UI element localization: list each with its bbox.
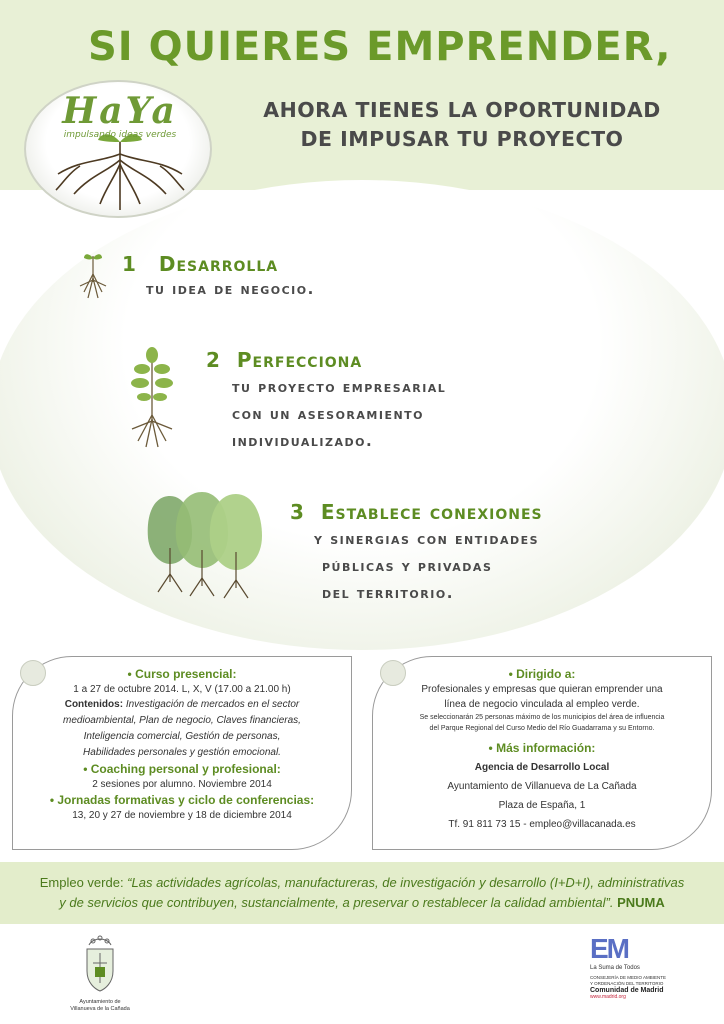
- sapling-icon: [128, 345, 176, 449]
- jornadas-heading: • Jornadas formativas y ciclo de conferencias:: [49, 793, 315, 807]
- step-1-title: [122, 252, 315, 276]
- target-heading: • Dirigido a:: [508, 667, 576, 681]
- step-3-heading: Establece conexiones: [320, 500, 543, 524]
- step-3: [290, 500, 543, 607]
- course-contents-3: Inteligencia comercial, Gestión de personas,: [83, 731, 281, 742]
- haya-logo: [24, 80, 212, 218]
- villanueva-logo: [70, 935, 130, 1013]
- quote-line-1: [14, 873, 710, 893]
- consejeria-line-1: CONSEJERÍA DE MEDIO AMBIENTE: [590, 975, 667, 980]
- step-1-number: 1: [122, 252, 137, 276]
- course-dates: 1 a 27 de octubre 2014. L, X, V (17.00 a 21.00 h): [73, 684, 291, 695]
- quote-source: PNUMA: [613, 895, 665, 910]
- green-employment-quote: [14, 873, 710, 913]
- step-3-number: 3: [290, 500, 305, 524]
- step-2-text: [232, 374, 446, 455]
- address: Plaza de España, 1: [498, 800, 586, 811]
- logo-word: HaYa: [62, 90, 178, 132]
- step-3-title: [290, 500, 543, 524]
- agency-name: Agencia de Desarrollo Local: [474, 762, 610, 773]
- coaching-detail: 2 sesiones por alumno. Noviembre 2014: [92, 779, 272, 790]
- subheadline: [222, 96, 702, 154]
- villanueva-logo-text: [70, 999, 130, 1013]
- logo-tagline: impulsando ideas verdes: [63, 130, 177, 140]
- info-card-content: [374, 666, 710, 832]
- course-contents-4: Habilidades personales y gestión emocional.: [83, 747, 281, 758]
- comunidad-madrid-logo: [590, 934, 680, 1000]
- step-2: [206, 348, 446, 455]
- step-2-heading: Perfecciona: [236, 348, 363, 372]
- comunidad-madrid-name: Comunidad de Madrid: [590, 987, 664, 994]
- step-1-heading: Desarrolla: [158, 252, 279, 276]
- step-2-line-2: con un asesoramiento: [232, 405, 425, 423]
- step-2-line-3: individualizado.: [232, 432, 374, 450]
- step-2-number: 2: [206, 348, 221, 372]
- subheadline-line-2: DE IMPUSAR TU PROYECTO: [300, 127, 624, 151]
- sprout-icon: [78, 252, 108, 300]
- more-info-heading: • Más información:: [488, 741, 596, 755]
- coaching-heading: • Coaching personal y profesional:: [83, 762, 281, 776]
- contents-label: Contenidos:: [64, 699, 124, 710]
- quote-line-2: [14, 893, 710, 913]
- target-line-1: Profesionales y empresas que quieran emprender una: [421, 684, 663, 695]
- contact-line: Tf. 91 811 73 15 - empleo@villacanada.es: [448, 819, 636, 830]
- town-hall: Ayuntamiento de Villanueva de La Cañada: [447, 781, 637, 792]
- target-line-2: línea de negocio vinculada al empleo verde.: [444, 699, 640, 710]
- headline: SI QUIERES EMPRENDER,: [88, 24, 672, 70]
- selection-line-1: Se seleccionarán 25 personas máximo de los municipios del área de influencia: [419, 714, 665, 721]
- villanueva-line-2: Villanueva de la Cañada: [70, 1006, 130, 1012]
- madrid-emblem: EM: [590, 933, 628, 964]
- course-contents-2: medioambiental, Plan de negocio, Claves financieras,: [63, 715, 301, 726]
- course-heading: • Curso presencial:: [127, 667, 237, 681]
- contents-text-1: Investigación de mercados en el sector: [123, 699, 300, 710]
- madrid-url: www.madrid.org: [590, 994, 626, 1000]
- course-contents-1: [14, 697, 350, 713]
- step-3-line-2: públicas y privadas: [322, 557, 493, 575]
- consejeria-line-2: Y ORDENACIÓN DEL TERRITORIO: [590, 981, 664, 986]
- step-3-text: [314, 526, 543, 607]
- step-1: [122, 252, 315, 303]
- selection-line-2: del Parque Regional del Curso Medio del Río Guadarrama y su Entorno.: [429, 725, 655, 732]
- step-2-line-1: tu proyecto empresarial: [232, 378, 447, 396]
- jornadas-dates: 13, 20 y 27 de noviembre y 18 de diciembre 2014: [72, 810, 292, 821]
- quote-text-2: y de servicios que contribuyen, sustancialmente, a preservar o restablecer la calidad ambiental”.: [59, 895, 614, 910]
- subheadline-line-1: AHORA TIENES LA OPORTUNIDAD: [263, 98, 661, 122]
- step-1-line-1: tu idea de negocio.: [146, 280, 315, 298]
- villanueva-line-1: Ayuntamiento de: [79, 999, 121, 1005]
- step-3-line-3: del territorio.: [322, 584, 454, 602]
- step-2-title: [206, 348, 446, 372]
- roots-icon: [40, 132, 200, 216]
- quote-text-1: “Las actividades agrícolas, manufactureras, de investigación y desarrollo (I+D+I), administrativas: [127, 875, 685, 890]
- crest-icon: [83, 935, 117, 993]
- step-3-line-1: y sinergias con entidades: [314, 530, 540, 548]
- trees-icon: [140, 488, 275, 600]
- course-card-content: [14, 666, 350, 823]
- quote-label: Empleo verde:: [39, 875, 128, 890]
- madrid-tagline: La Suma de Todos: [590, 965, 640, 971]
